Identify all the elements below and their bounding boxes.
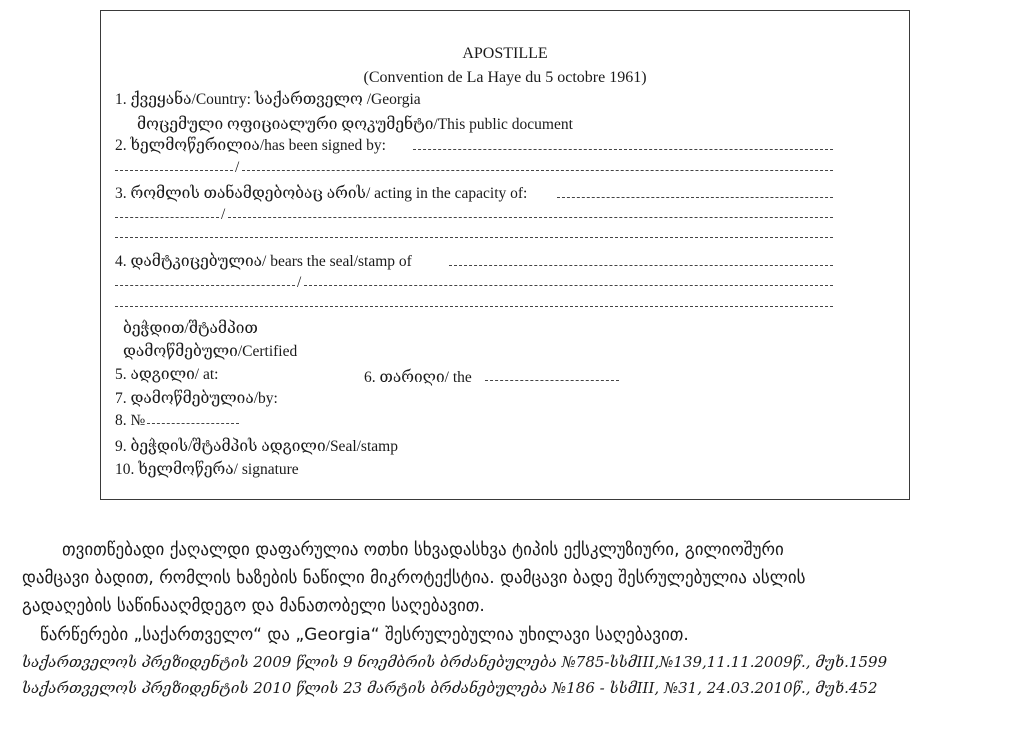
dash-line (115, 285, 295, 286)
item-certified: დამოწმებული/Certified (123, 343, 298, 360)
item-capacity: 3. რომლის თანამდებობაც არის/ acting in the capacity of: (115, 185, 528, 202)
item-stamp: ბეჭდით/შტამპით (123, 320, 258, 337)
dash-line (485, 380, 619, 381)
dash-line (115, 217, 219, 218)
description-line-3: გადაღების საწინააღმდეგო და მანათობელი საღებავით. (22, 596, 485, 616)
item-document: მოცემული ოფიციალური დოკუმენტი/This public document (137, 116, 573, 133)
slash-mark: / (297, 274, 302, 291)
apostille-title: APOSTILLE (462, 45, 548, 62)
dash-line (413, 149, 833, 150)
item-place: 5. ადგილი/ at: (115, 366, 219, 383)
slash-mark: / (221, 206, 226, 223)
item-signature: 10. ხელმოწერა/ signature (115, 461, 299, 478)
dash-line (557, 197, 833, 198)
dash-line (115, 237, 833, 238)
item-by: 7. დამოწმებულია/by: (115, 390, 278, 407)
item-signed: 2. ხელმოწერილია/has been signed by: (115, 137, 386, 154)
dash-line (228, 217, 833, 218)
item-country: 1. ქვეყანა/Country: საქართველო /Georgia (115, 91, 421, 108)
item-number: 8. № (115, 412, 146, 429)
description-line-1: თვითწებადი ქაღალდი დაფარულია ოთხი სხვადასხვა ტიპის ექსკლუზიური, გილიოშური (62, 540, 784, 560)
decree-reference-2: საქართველოს პრეზიდენტის 2010 წლის 23 მარტის ბრძანებულება №186 - სსმIII, №31, 24.03.2010წ., მუხ.452 (22, 679, 878, 697)
dash-line (115, 306, 833, 307)
inscription-note: წარწერები „საქართველო“ და „Georgia“ შესრულებულია უხილავი საღებავით. (40, 625, 689, 645)
item-date: 6. თარიღი/ the (364, 369, 472, 386)
item-seal-stamp: 9. ბეჭდის/შტამპის ადგილი/Seal/stamp (115, 438, 398, 455)
apostille-form (100, 10, 910, 500)
apostille-subtitle: (Convention de La Haye du 5 octobre 1961) (363, 69, 647, 86)
description-line-2: დამცავი ბადით, რომლის ხაზების ნაწილი მიკროტექსტია. დამცავი ბადე შესრულებულია ასლის (22, 568, 806, 588)
dash-line (115, 170, 233, 171)
dash-line (242, 170, 833, 171)
dash-line (147, 423, 239, 424)
decree-reference-1: საქართველოს პრეზიდენტის 2009 წლის 9 ნოემბრის ბრძანებულება №785-სსმIII,№139,11.11.2009წ., მუხ.1599 (22, 653, 888, 671)
slash-mark: / (235, 159, 240, 176)
item-seal: 4. დამტკიცებულია/ bears the seal/stamp of (115, 253, 412, 270)
dash-line (449, 265, 833, 266)
dash-line (304, 285, 833, 286)
